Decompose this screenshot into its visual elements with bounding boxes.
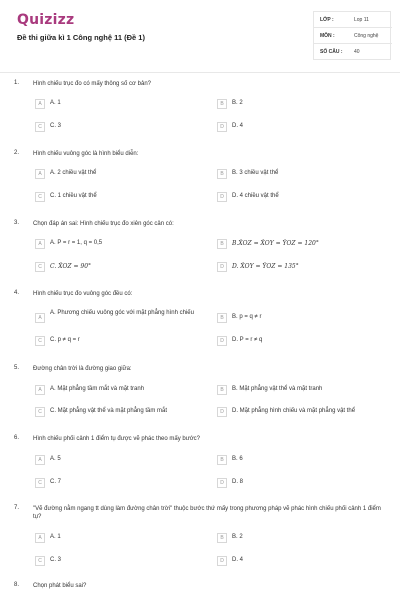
option-letter: B: [217, 99, 227, 109]
option-letter: B: [217, 313, 227, 323]
option-text: D. X̂OY = ŶOZ = 135°: [232, 263, 299, 270]
info-row-subject: [314, 28, 392, 44]
option-letter: A: [35, 99, 45, 109]
option-text: C. X̂OZ = 90°: [50, 263, 92, 270]
info-value: Công nghệ: [354, 33, 379, 39]
option-text: B. Mặt phẳng vật thể và mặt tranh: [232, 386, 323, 392]
option-text: D. Mặt phẳng hình chiếu và mặt phẳng vật thể: [232, 408, 356, 414]
info-row-count: [314, 44, 392, 60]
option-letter: C: [35, 122, 45, 132]
option-text: C. p ≠ q = r: [50, 337, 80, 343]
question-text: Đường chân trời là đường giao giữa:: [33, 366, 132, 372]
option-letter: A: [35, 169, 45, 179]
option-text: D. 4: [232, 123, 244, 129]
question-text: Hình chiếu phối cảnh 1 điểm tụ được vẽ phác theo mấy bước?: [33, 436, 200, 442]
option-letter: D: [217, 336, 227, 346]
option-letter: B: [217, 455, 227, 465]
option-letter: D: [217, 262, 227, 272]
option-text: D. P = r ≠ q: [232, 337, 263, 343]
question-number: 4.: [14, 290, 20, 296]
option-text: B. p = q ≠ r: [232, 314, 262, 320]
option-text: C. 3: [50, 123, 62, 129]
option-letter: C: [35, 407, 45, 417]
question-number: 6.: [14, 435, 20, 441]
option-letter: B: [217, 533, 227, 543]
option-text: C. Mặt phẳng vật thể và mặt phẳng tầm mắt: [50, 408, 168, 414]
quizizz-logo: Quizizz: [17, 12, 75, 28]
info-label: SỐ CÂU :: [320, 49, 343, 55]
option-letter: A: [35, 313, 45, 323]
option-letter: D: [217, 192, 227, 202]
option-text: C. 3: [50, 557, 62, 563]
question-number: 1.: [14, 80, 20, 86]
info-row-class: [314, 12, 392, 28]
option-text: B. 3 chiều vật thể: [232, 170, 279, 176]
question-text: Chọn đáp án sai: Hình chiếu trục đo xiên góc cân có:: [33, 221, 174, 227]
header-divider: [0, 72, 400, 73]
option-text: A. Phương chiếu vuông góc với mặt phẳng hình chiếu: [50, 310, 194, 316]
question-number: 7.: [14, 505, 20, 511]
info-value: 40: [354, 49, 360, 55]
option-letter: D: [217, 478, 227, 488]
info-label: LỚP :: [320, 17, 334, 23]
option-letter: A: [35, 533, 45, 543]
option-letter: D: [217, 122, 227, 132]
worksheet-title: Đề thi giữa kì 1 Công nghệ 11 (Đề 1): [17, 33, 145, 42]
option-letter: A: [35, 385, 45, 395]
question-text: Chọn phát biểu sai?: [33, 583, 87, 589]
option-letter: A: [35, 239, 45, 249]
option-text: C. 7: [50, 479, 62, 485]
option-text: A. 2 chiều vật thể: [50, 170, 97, 176]
option-text: B. 6: [232, 456, 243, 462]
option-letter: D: [217, 407, 227, 417]
option-letter: C: [35, 478, 45, 488]
worksheet-header: [0, 0, 400, 70]
option-text: A. 1: [50, 534, 61, 540]
option-text: D. 4: [232, 557, 244, 563]
option-letter: C: [35, 556, 45, 566]
option-letter: B: [217, 239, 227, 249]
option-text: D. 8: [232, 479, 244, 485]
question-text: Hình chiếu trục đo vuông góc đều có:: [33, 291, 133, 297]
option-text: D. 4 chiều vật thể: [232, 193, 279, 199]
question-text: Hình chiếu vuông góc là hình biểu diễn:: [33, 151, 139, 157]
option-letter: A: [35, 455, 45, 465]
option-letter: D: [217, 556, 227, 566]
option-text: A. 1: [50, 100, 61, 106]
option-text: B. 2: [232, 534, 243, 540]
option-text: C. 1 chiều vật thể: [50, 193, 97, 199]
question-text: Hình chiếu trục đo có mấy thông số cơ bản?: [33, 81, 152, 87]
info-value: Lop 11: [354, 17, 369, 23]
question-number: 2.: [14, 150, 20, 156]
option-text: A. Mặt phẳng tầm mắt và mặt tranh: [50, 386, 145, 392]
question-number: 3.: [14, 220, 20, 226]
option-letter: B: [217, 169, 227, 179]
option-letter: B: [217, 385, 227, 395]
question-number: 5.: [14, 365, 20, 371]
option-letter: C: [35, 336, 45, 346]
option-text: B. 2: [232, 100, 243, 106]
option-letter: C: [35, 192, 45, 202]
question-text: "Vẽ đường nằm ngang tt dùng làm đường chân trời" thuộc bước thứ mấy trong phương pháp vẽ phác hình chiếu phối cảnh 1 điểm tụ?: [33, 506, 381, 520]
worksheet-info-box: [313, 11, 391, 60]
option-text: A. P = r = 1, q = 0,5: [50, 240, 103, 246]
option-letter: C: [35, 262, 45, 272]
option-text: B.X̂OZ = X̂OY = ŶOZ = 120°: [232, 240, 319, 247]
question-number: 8.: [14, 582, 20, 588]
info-label: MÔN :: [320, 33, 335, 39]
option-text: A. 5: [50, 456, 61, 462]
